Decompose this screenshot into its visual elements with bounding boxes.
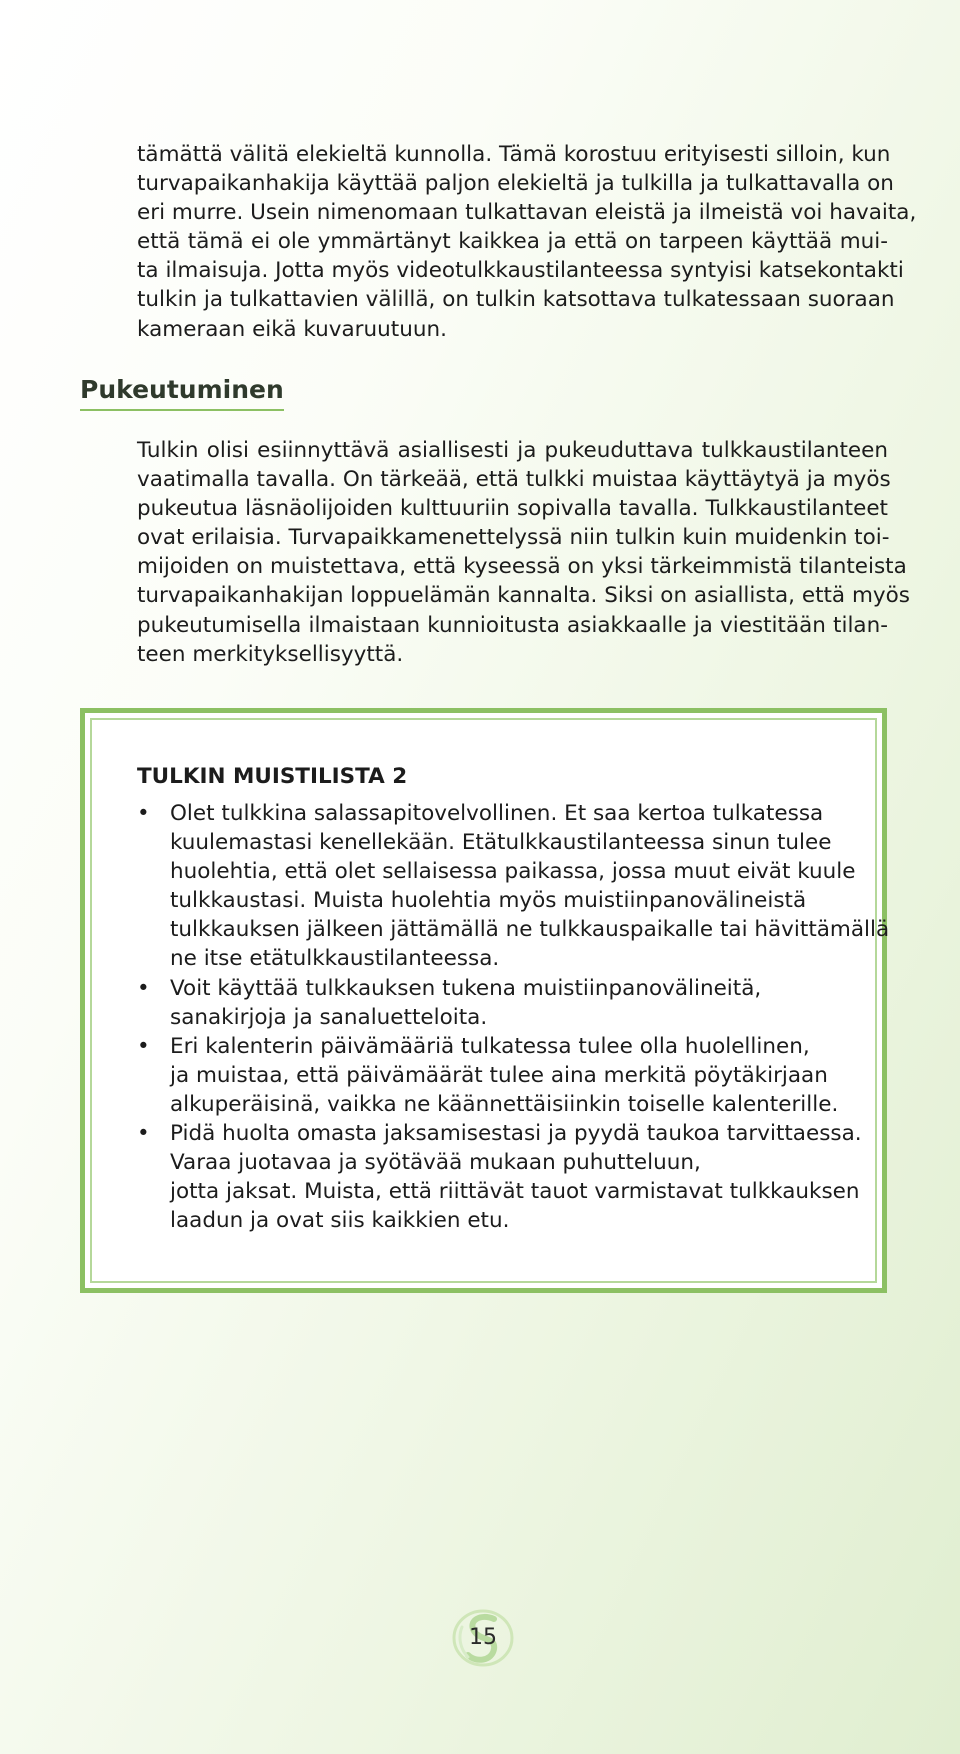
text-line: mijoiden on muistettava, että kyseessä on yksi tärkeimmistä tilanteista [137,554,907,580]
text-line: • Pidä huolta omasta jaksamisestasi ja pyydä taukoa tarvittaessa. [170,1121,862,1147]
text-line: että tämä ei ole ymmärtänyt kaikkea ja että on tarpeen käyttää mui- [137,229,888,255]
text-line: jotta jaksat. Muista, että riittävät tauot varmistavat tulkkauksen [170,1179,860,1205]
text-line: Varaa juotavaa ja syötävää mukaan puhutteluun, [170,1150,701,1176]
text-line: eri murre. Usein nimenomaan tulkattavan eleistä ja ilmeistä voi havaita, [137,200,917,226]
checklist-item [137,1032,877,1119]
text-line: turvapaikanhakijan loppuelämän kannalta. Siksi on asiallista, että myös [137,583,910,609]
checklist-item [137,974,877,1032]
checklist-item [137,1119,877,1235]
text-line: Tulkin olisi esiinnyttävä asiallisesti ja pukeuduttava tulkkaustilanteen [137,438,888,463]
body-paragraph-1 [137,140,917,344]
checklist-item [137,799,890,974]
text-line: • Voit käyttää tulkkauksen tukena muistiinpanovälineitä, [170,975,762,1001]
text-line: • Eri kalenterin päivämääriä tulkatessa tulee olla huolellinen, [170,1033,810,1059]
text-line: alkuperäisinä, vaikka ne käännettäisiinkin toiselle kalenterille. [170,1091,839,1117]
text-line: pukeutumisella ilmaistaan kunnioitusta asiakkaalle ja viestitään tilan- [137,612,888,638]
text-line: tämättä välitä elekieltä kunnolla. Tämä korostuu erityisesti silloin, kun [137,142,891,167]
text-line: ja muistaa, että päivämäärät tulee aina merkitä pöytäkirjaan [170,1062,828,1088]
text-line: • Olet tulkkina salassapitovelvollinen. Et saa kertoa tulkatessa [170,801,824,826]
body-paragraph-2 [137,436,910,669]
text-line: teen merkityksellisyyttä. [137,641,404,667]
checklist [137,799,890,1235]
text-line: ne itse etätulkkaustilanteessa. [170,946,500,972]
text-line: huolehtia, että olet sellaisessa paikassa, jossa muut eivät kuule [170,859,856,885]
text-line: tulkin ja tulkattavien välillä, on tulkin katsottava tulkatessaan suoraan [137,287,895,313]
text-line: ta ilmaisuja. Jotta myös videotulkkaustilanteessa syntyisi katsekontakti [137,258,904,284]
text-line: turvapaikanhakija käyttää paljon elekieltä ja tulkilla ja tulkattavalla on [137,171,894,197]
page-number: 15 [469,1625,497,1650]
text-line: tulkkauksen jälkeen jättämällä ne tulkkauspaikalle tai hävittämällä [170,917,890,943]
checklist-title: TULKIN MUISTILISTA 2 [137,764,408,789]
text-line: pukeutua läsnäolijoiden kulttuuriin sopivalla tavalla. Tulkkaustilanteet [137,496,888,522]
text-line: kuulemastasi kenellekään. Etätulkkaustilanteessa sinun tulee [170,830,832,856]
page-number-badge [450,1607,516,1669]
text-line: vaatimalla tavalla. On tärkeää, että tulkki muistaa käyttäytyä ja myös [137,467,891,493]
text-line: tulkkaustasi. Muista huolehtia myös muistiinpanovälineistä [170,888,807,914]
section-heading: Pukeutuminen [80,374,284,411]
text-line: laadun ja ovat siis kaikkien etu. [170,1208,510,1234]
text-line: kameraan eikä kuvaruutuun. [137,316,447,342]
text-line: ovat erilaisia. Turvapaikkamenettelyssä niin tulkin kuin muidenkin toi- [137,525,890,551]
text-line: sanakirjoja ja sanaluetteloita. [170,1004,488,1030]
